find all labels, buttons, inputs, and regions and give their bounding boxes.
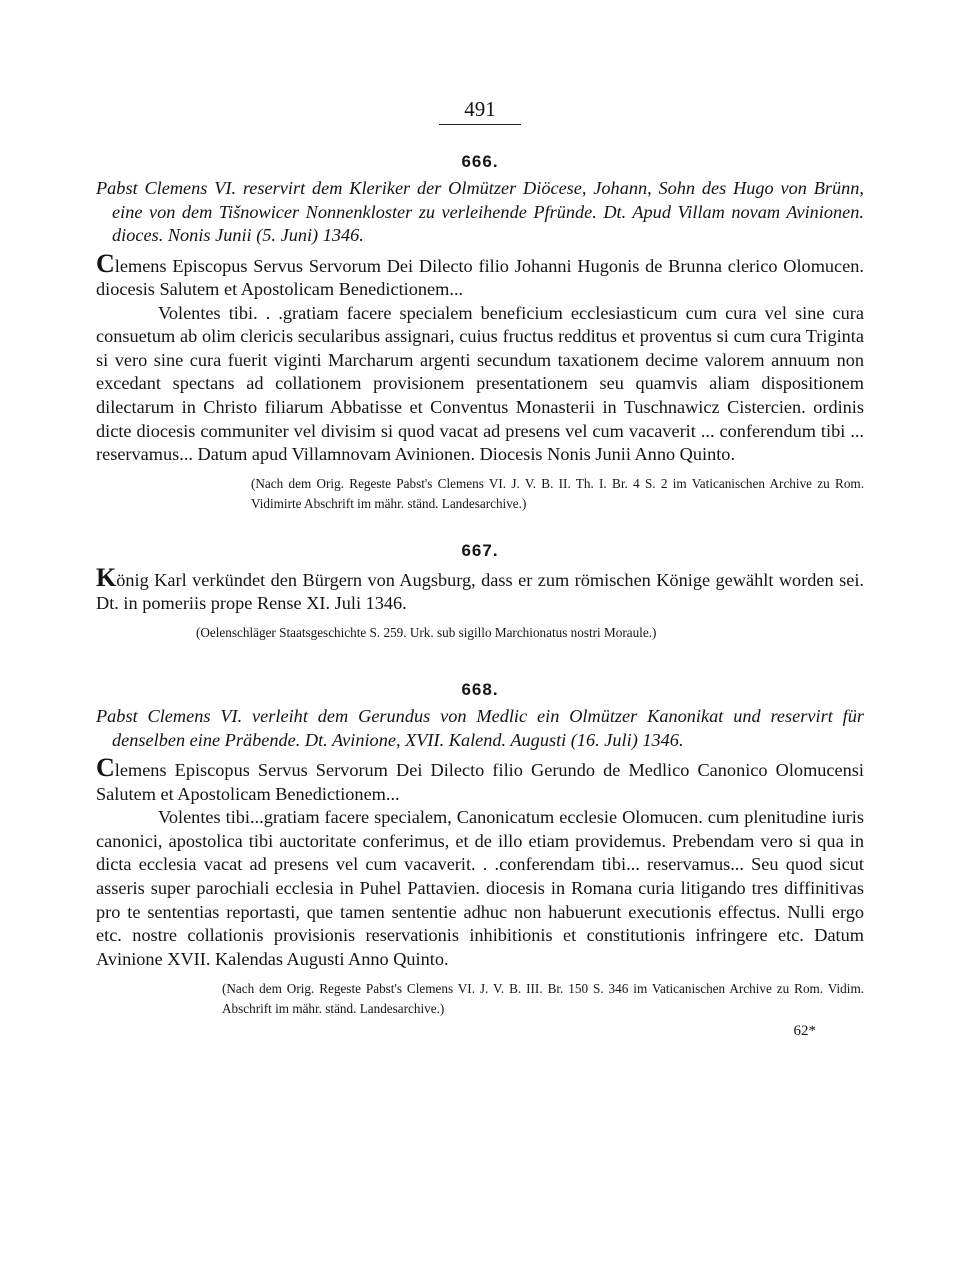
entry-body-main: Volentes tibi. . .gratiam facere specialem beneficium ecclesiasticum cum cura vel sine cura consuetum ab olim clericis secularibus assignari, cuius fructus redditus et proventus si cum cura Triginta si vero sine cura fuerit viginti Marcharum argenti secundum taxationem decime valorem annuum non excedant spectans ad collationem provisionem presentationem seu quamvis aliam dispositionem dilectarum in Christo filiarum Abbatisse et Conventus Monasterii in Tuschnawicz Cistercien. ordinis dicte diocesis communiter vel divisim si quod vacat ad presens vel cum vacaverit ... conferendum tibi ... reservamus... Datum apud Villamnovam Avinionen. Diocesis Nonis Junii Anno Quinto. — [96, 302, 864, 465]
entry-667 — [96, 540, 864, 643]
page-number-rule — [439, 124, 521, 125]
page-number: 491 — [464, 97, 496, 121]
source-note: (Nach dem Orig. Regeste Pabst's Clemens VI. J. V. B. II. Th. I. Br. 4 S. 2 im Vaticanischen Archive zu Rom. Vidimirte Abschrift im mähr. ständ. Landesarchive.) — [251, 475, 864, 511]
drop-cap: C — [96, 753, 115, 783]
source-note: (Nach dem Orig. Regeste Pabst's Clemens VI. J. V. B. III. Br. 150 S. 346 im Vaticanischen Archive zu Rom. Vidim. Abschrift im mähr. ständ. Landesarchive.) — [222, 981, 864, 1017]
entry-number: 667. — [461, 540, 499, 560]
entry-body-main: Volentes tibi...gratiam facere specialem, Canonicatum ecclesie Olomucen. cum plenitudine iuris canonici, apostolica tibi auctoritate conferimus, et de illo etiam providemus. Prebendam vero si qua in dicta ecclesia vacat ad presens vel cum vacaverit. . .conferendam tibi... reservamus... Seu quod sicut asseris super parochiali ecclesia in Puhel Pattavien. diocesis in Romana curia litigando tres diffinitivas pro te sententias reportasti, que tamen sententie adhuc non habuerunt executionis effectus. Nulli ergo etc. nostre collationis provisionis reservationis inhibitionis et constitutionis infringere etc. Datum Avinione XVII. Kalendas Augusti Anno Quinto. — [96, 807, 864, 969]
entry-body — [96, 248, 864, 467]
signature-mark: 62* — [793, 1023, 816, 1040]
entry-body — [96, 753, 864, 971]
drop-cap: K — [96, 562, 117, 592]
document-page — [96, 96, 864, 1041]
entry-body-opening: lemens Episcopus Servus Servorum Dei Dilecto filio Gerundo de Medlico Canonico Olomucensi Salutem et Apostolicam Benedictionem... — [96, 760, 864, 804]
entry-668 — [96, 679, 864, 1019]
entry-number: 666. — [461, 152, 499, 171]
entry-body-opening: lemens Episcopus Servus Servorum Dei Dilecto filio Johanni Hugonis de Brunna clerico Olomucen. diocesis Salutem et Apostolicam Benedictionem... — [96, 255, 864, 300]
entry-body — [96, 562, 864, 616]
entry-body-opening: önig Karl verkündet den Bürgern von Augsburg, dass er zum römischen Könige gewählt worden sei. Dt. in pomeriis prope Rense XI. Juli 1346. — [96, 569, 864, 614]
entry-summary: Pabst Clemens VI. verleiht dem Gerundus von Medlic ein Olmützer Kanonikat und reservirt für denselben eine Präbende. Dt. Avinione, XVII. Kalend. Augusti (16. Juli) 1346. — [96, 706, 864, 750]
entry-666 — [96, 151, 864, 514]
entry-summary: Pabst Clemens VI. reservirt dem Kleriker der Olmützer Diöcese, Johann, Sohn des Hugo von Brünn, eine von dem Tišnowicer Nonnenkloster zu verleihende Pfründe. Dt. Apud Villam novam Avinionen. dioces. Nonis Junii (5. Juni) 1346. — [96, 178, 864, 245]
entry-number: 668. — [461, 680, 499, 700]
drop-cap: C — [96, 248, 115, 278]
source-note: (Oelenschläger Staatsgeschichte S. 259. Urk. sub sigillo Marchionatus nostri Moraule.) — [196, 625, 657, 641]
